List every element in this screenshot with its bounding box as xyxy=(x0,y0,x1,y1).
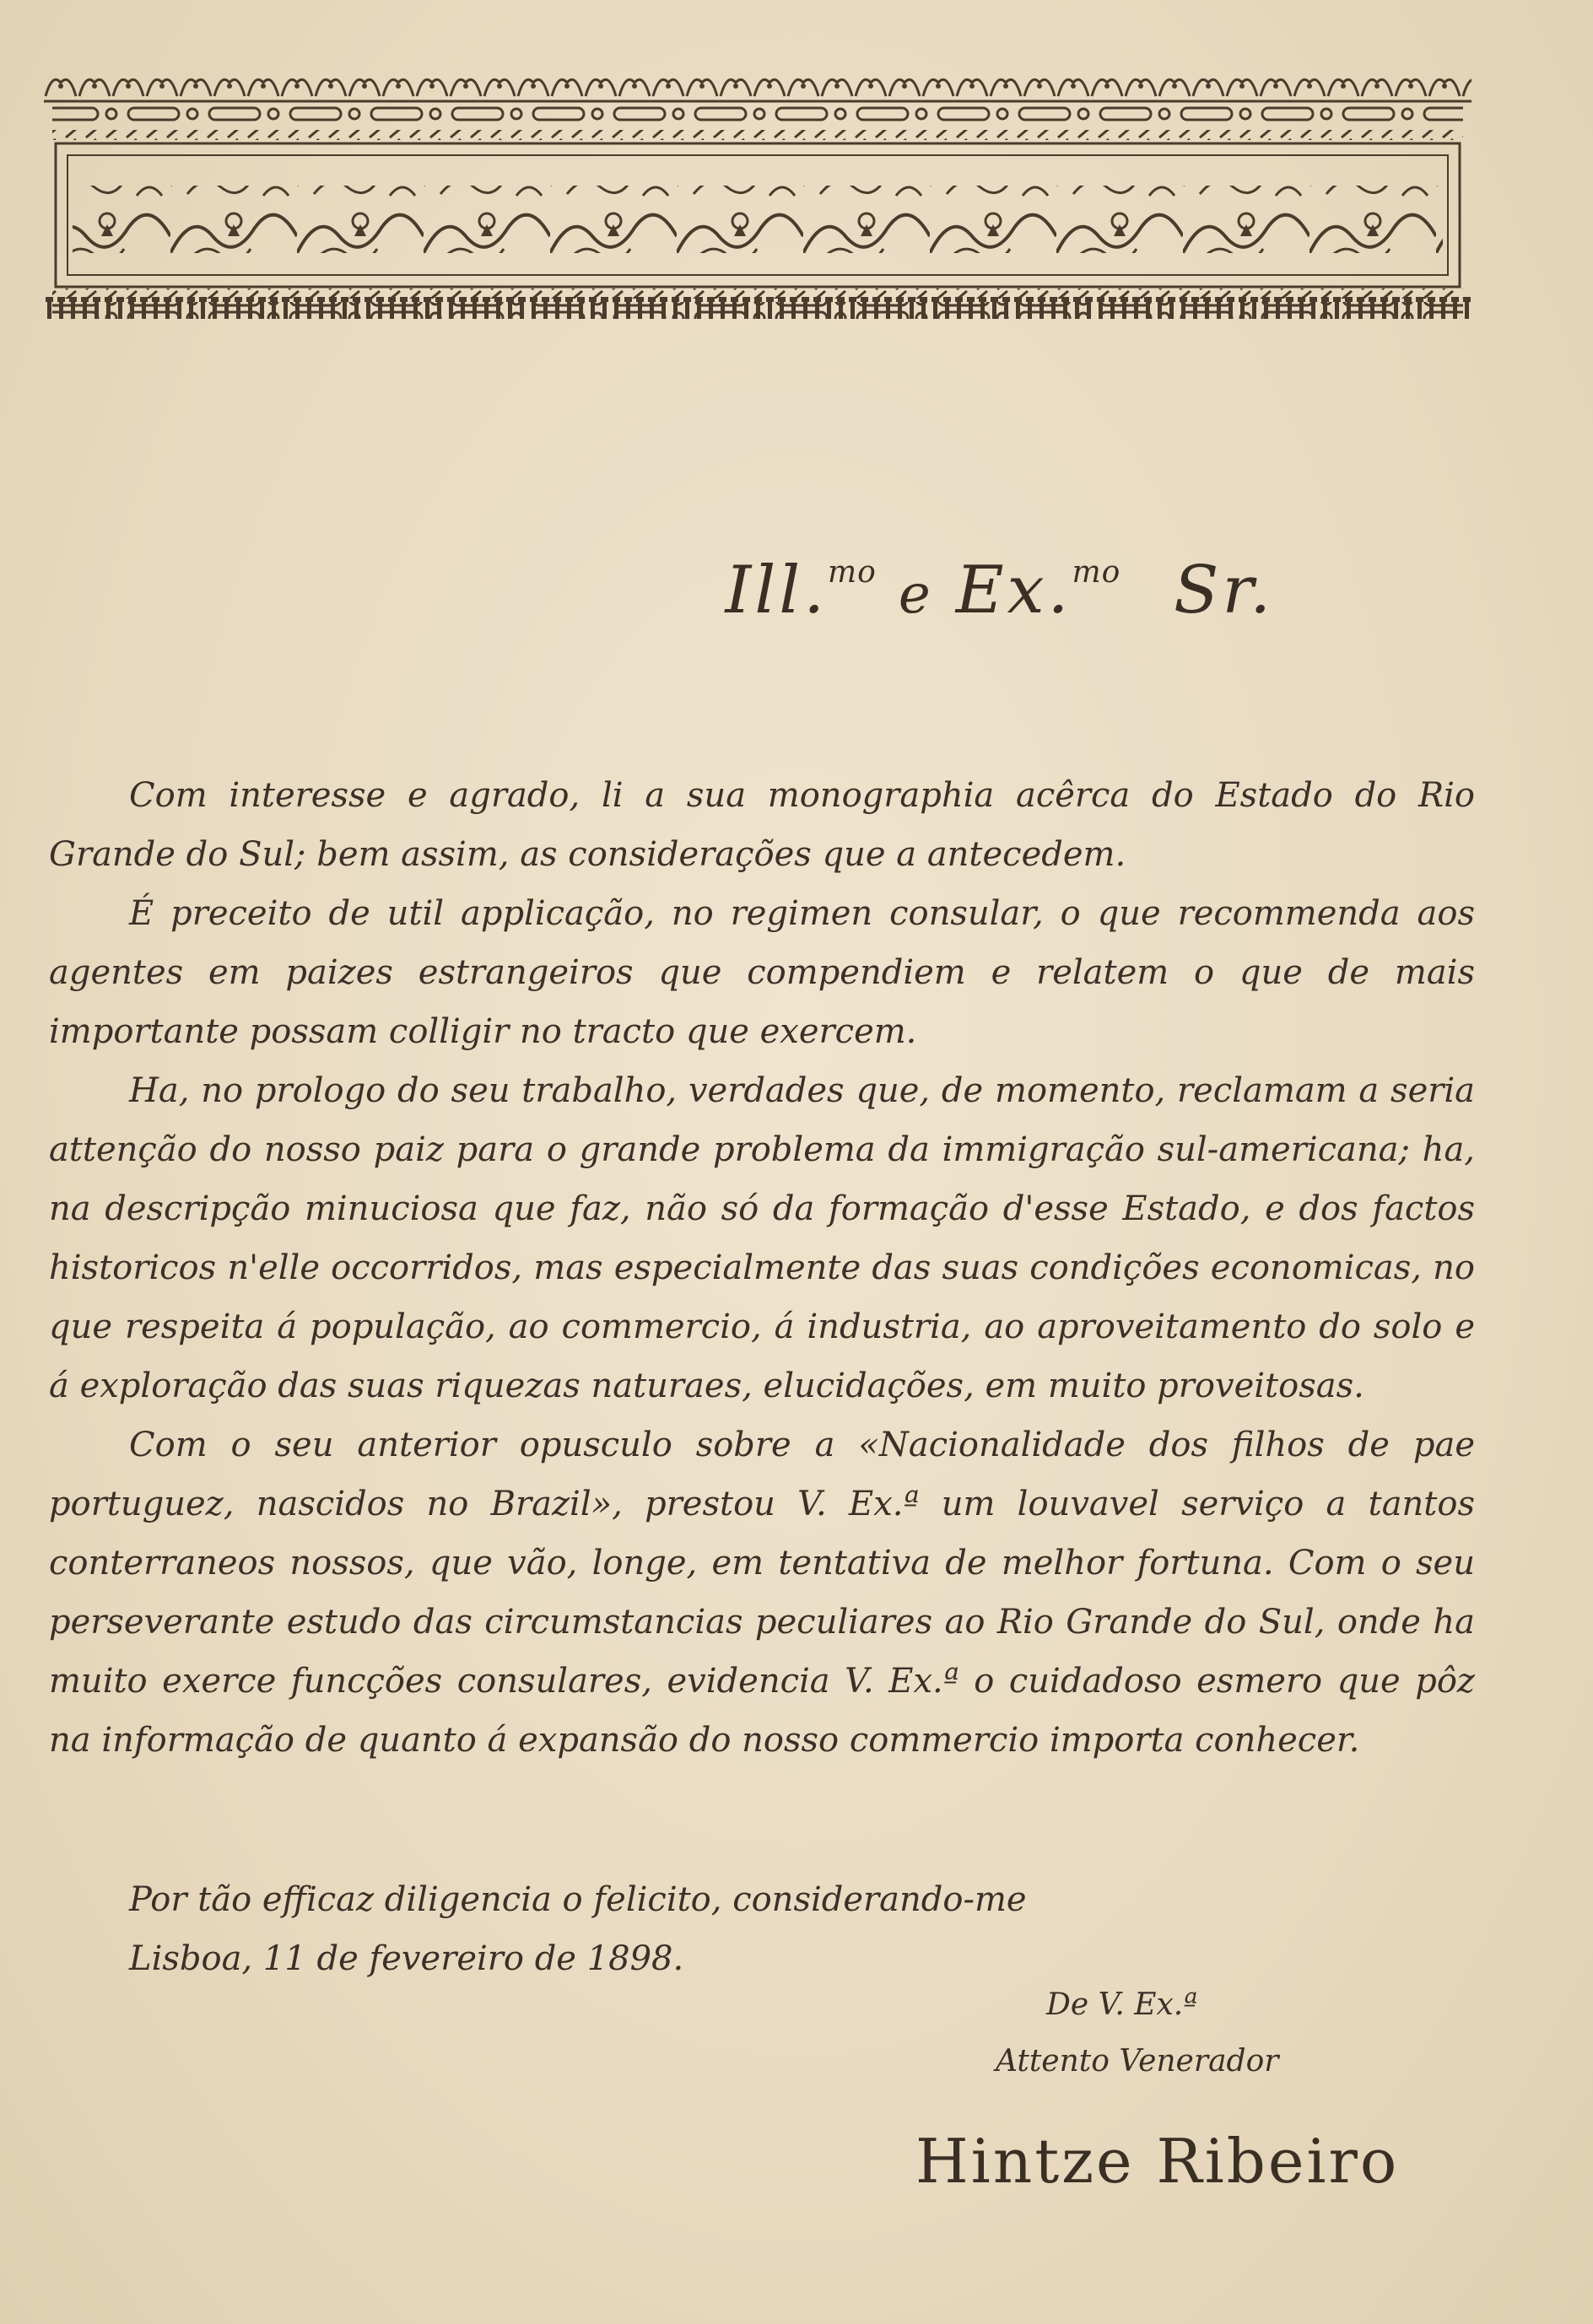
closing-line: Por tão efficaz diligencia o felicito, considerando-me xyxy=(129,1880,1027,1919)
signature: Hintze Ribeiro xyxy=(915,2126,1400,2197)
ornamental-header-band xyxy=(44,67,1472,322)
paragraph: Com o seu anterior opusculo sobre a «Nacionalidade dos filhos de pae portuguez, nascidos no Brazil», prestou V. Ex.ª um louvavel serviço a tantos conterraneos nossos, que vão, longe, em tentativa de melhor fortuna. Com o seu perseverante estudo das circumstancias peculiares ao Rio Grande do Sul, onde ha muito exerce funcções consulares, evidencia V. Ex.ª o cuidadoso esmero que pôz na informação de quanto á expansão do nosso commercio importa conhecer. xyxy=(49,1426,1475,1760)
paragraph: É preceito de util applicação, no regimen consular, o que recommenda aos agentes em paizes estrangeiros que compendiem e relatem o que de mais importante possam colligir no tracto que exercem. xyxy=(49,894,1475,1051)
salutation-sup-mo-2: mo xyxy=(1072,555,1121,590)
salutation-heading xyxy=(0,553,1274,628)
letter-body xyxy=(49,766,1475,1770)
paragraph: Com interesse e agrado, li a sua monographia acêrca do Estado do Rio Grande do Sul; bem assim, as considerações que a antecedem. xyxy=(49,776,1475,874)
salutation-ill: Ill. xyxy=(725,553,829,628)
paragraph: Ha, no prologo do seu trabalho, verdades que, de momento, reclamam a seria attenção do nosso paiz para o grande problema da immigração sul-americana; ha, na descripção minuciosa que faz, não só da formação d'esse Estado, e dos factos historicos n'elle occorridos, mas especialmente das suas condições economicas, no que respeita á população, ao commercio, á industria, ao aproveitamento do solo e á exploração das suas riquezas naturaes, elucidações, em muito proveitosas. xyxy=(49,1071,1475,1405)
fringe-border xyxy=(44,297,1472,322)
salutation-sup-mo: mo xyxy=(828,555,877,590)
letter-closing xyxy=(49,1870,1475,1988)
salutation-sr: Sr. xyxy=(1174,553,1274,628)
signoff-atento: Attento Venerador xyxy=(996,2044,1279,2079)
signoff-de: De V. Ex.ª xyxy=(1046,1987,1198,2022)
salutation-ex: Ex. xyxy=(955,553,1072,628)
place-date: Lisboa, 11 de fevereiro de 1898. xyxy=(129,1939,684,1978)
signoff-block xyxy=(996,1987,1468,2079)
salutation-conj: e xyxy=(898,563,934,626)
